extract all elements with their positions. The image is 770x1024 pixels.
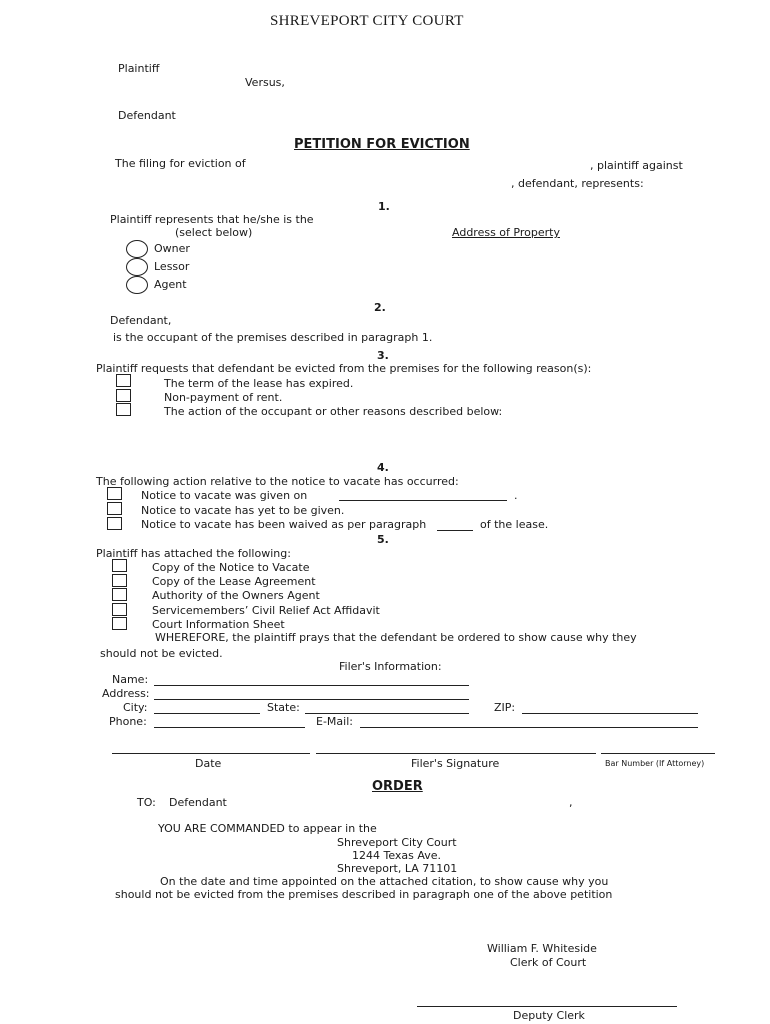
section-1-text: Plaintiff represents that he/she is the [110, 213, 314, 226]
lease-copy-checkbox[interactable] [112, 574, 127, 587]
court-info-sheet-label: Court Information Sheet [152, 618, 285, 631]
commanded-text: YOU ARE COMMANDED to appear in the [158, 822, 377, 835]
court-info-sheet-checkbox[interactable] [112, 617, 127, 630]
bar-number-label: Bar Number (If Attorney) [605, 759, 705, 768]
section-3-number: 3. [377, 349, 389, 362]
section-4-number: 4. [377, 461, 389, 474]
clerk-name: William F. Whiteside [487, 942, 597, 955]
phone-field[interactable] [154, 727, 305, 728]
zip-field[interactable] [522, 713, 698, 714]
petition-intro-1: The filing for eviction of [115, 157, 246, 170]
state-label: State: [267, 701, 300, 714]
lease-expired-label: The term of the lease has expired. [164, 377, 354, 390]
versus-label: Versus, [245, 76, 285, 89]
scra-affidavit-checkbox[interactable] [112, 603, 127, 616]
deputy-clerk-line[interactable] [417, 1006, 677, 1007]
lessor-label: Lessor [154, 260, 190, 273]
lease-copy-label: Copy of the Lease Agreement [152, 575, 316, 588]
deputy-clerk-label: Deputy Clerk [513, 1009, 585, 1022]
email-label: E-Mail: [316, 715, 353, 728]
owners-agent-checkbox[interactable] [112, 588, 127, 601]
plaintiff-label: Plaintiff [118, 62, 160, 75]
order-to-label: TO: [137, 796, 156, 809]
email-field[interactable] [360, 727, 698, 728]
clerk-title: Clerk of Court [510, 956, 587, 969]
signature-line[interactable] [316, 753, 596, 754]
date-label: Date [195, 757, 222, 770]
phone-label: Phone: [109, 715, 147, 728]
lease-expired-checkbox[interactable] [116, 374, 131, 387]
select-note: (select below) [175, 226, 253, 239]
order-defendant-label: Defendant [169, 796, 227, 809]
court-name: Shreveport City Court [337, 836, 457, 849]
notice-copy-label: Copy of the Notice to Vacate [152, 561, 310, 574]
show-cause-line-1: On the date and time appointed on the attached citation, to show cause why you [160, 875, 609, 888]
section-3-text: Plaintiff requests that defendant be evicted from the premises for the following reason(s): [96, 362, 592, 375]
address-of-property-label: Address of Property [452, 226, 560, 239]
notice-given-checkbox[interactable] [107, 487, 122, 500]
defendant-label: Defendant [118, 109, 176, 122]
section-2-text: is the occupant of the premises described in paragraph 1. [113, 331, 433, 344]
notice-given-label: Notice to vacate was given on [141, 489, 308, 502]
other-reason-checkbox[interactable] [116, 403, 131, 416]
agent-label: Agent [154, 278, 187, 291]
section-2-defendant-label: Defendant, [110, 314, 172, 327]
scra-affidavit-label: Servicemembers’ Civil Relief Act Affidavit [152, 604, 380, 617]
section-5-text: Plaintiff has attached the following: [96, 547, 291, 560]
owner-label: Owner [154, 242, 190, 255]
city-label: City: [123, 701, 148, 714]
notice-waived-label: Notice to vacate has been waived as per paragraph [141, 518, 427, 531]
order-comma: , [569, 796, 573, 809]
non-payment-label: Non-payment of rent. [164, 391, 283, 404]
show-cause-line-2: should not be evicted from the premises described in paragraph one of the above petition [115, 888, 613, 901]
city-field[interactable] [154, 713, 260, 714]
lease-paragraph-field[interactable] [437, 530, 473, 531]
non-payment-checkbox[interactable] [116, 389, 131, 402]
court-title: SHREVEPORT CITY COURT [270, 13, 464, 29]
section-1-number: 1. [378, 200, 390, 213]
lessor-radio[interactable] [126, 258, 148, 276]
notice-waived-checkbox[interactable] [107, 517, 122, 530]
date-line[interactable] [112, 753, 310, 754]
wherefore-line-2: should not be evicted. [100, 647, 223, 660]
court-street: 1244 Texas Ave. [352, 849, 442, 862]
wherefore-line-1: WHEREFORE, the plaintiff prays that the defendant be ordered to show cause why they [155, 631, 637, 644]
notice-copy-checkbox[interactable] [112, 559, 127, 572]
court-city: Shreveport, LA 71101 [337, 862, 458, 875]
filer-signature-label: Filer's Signature [411, 757, 500, 770]
name-field[interactable] [154, 685, 469, 686]
zip-label: ZIP: [494, 701, 516, 714]
notice-date-field[interactable] [339, 500, 507, 501]
owner-radio[interactable] [126, 240, 148, 258]
bar-number-line[interactable] [601, 753, 715, 754]
order-title: ORDER [372, 779, 423, 794]
petition-intro-3: , defendant, represents: [511, 177, 644, 190]
notice-pending-checkbox[interactable] [107, 502, 122, 515]
filer-info-heading: Filer's Information: [339, 660, 442, 673]
agent-radio[interactable] [126, 276, 148, 294]
owners-agent-label: Authority of the Owners Agent [152, 589, 320, 602]
notice-waived-end: of the lease. [480, 518, 549, 531]
name-label: Name: [112, 673, 149, 686]
address-field[interactable] [154, 699, 469, 700]
state-field[interactable] [305, 713, 469, 714]
section-2-number: 2. [374, 301, 386, 314]
section-4-text: The following action relative to the notice to vacate has occurred: [96, 475, 459, 488]
address-label: Address: [102, 687, 150, 700]
notice-given-period: . [514, 489, 518, 502]
notice-pending-label: Notice to vacate has yet to be given. [141, 504, 345, 517]
petition-intro-2: , plaintiff against [590, 159, 683, 172]
section-5-number: 5. [377, 533, 389, 546]
petition-title: PETITION FOR EVICTION [294, 137, 470, 152]
other-reason-label: The action of the occupant or other reasons described below: [164, 405, 503, 418]
